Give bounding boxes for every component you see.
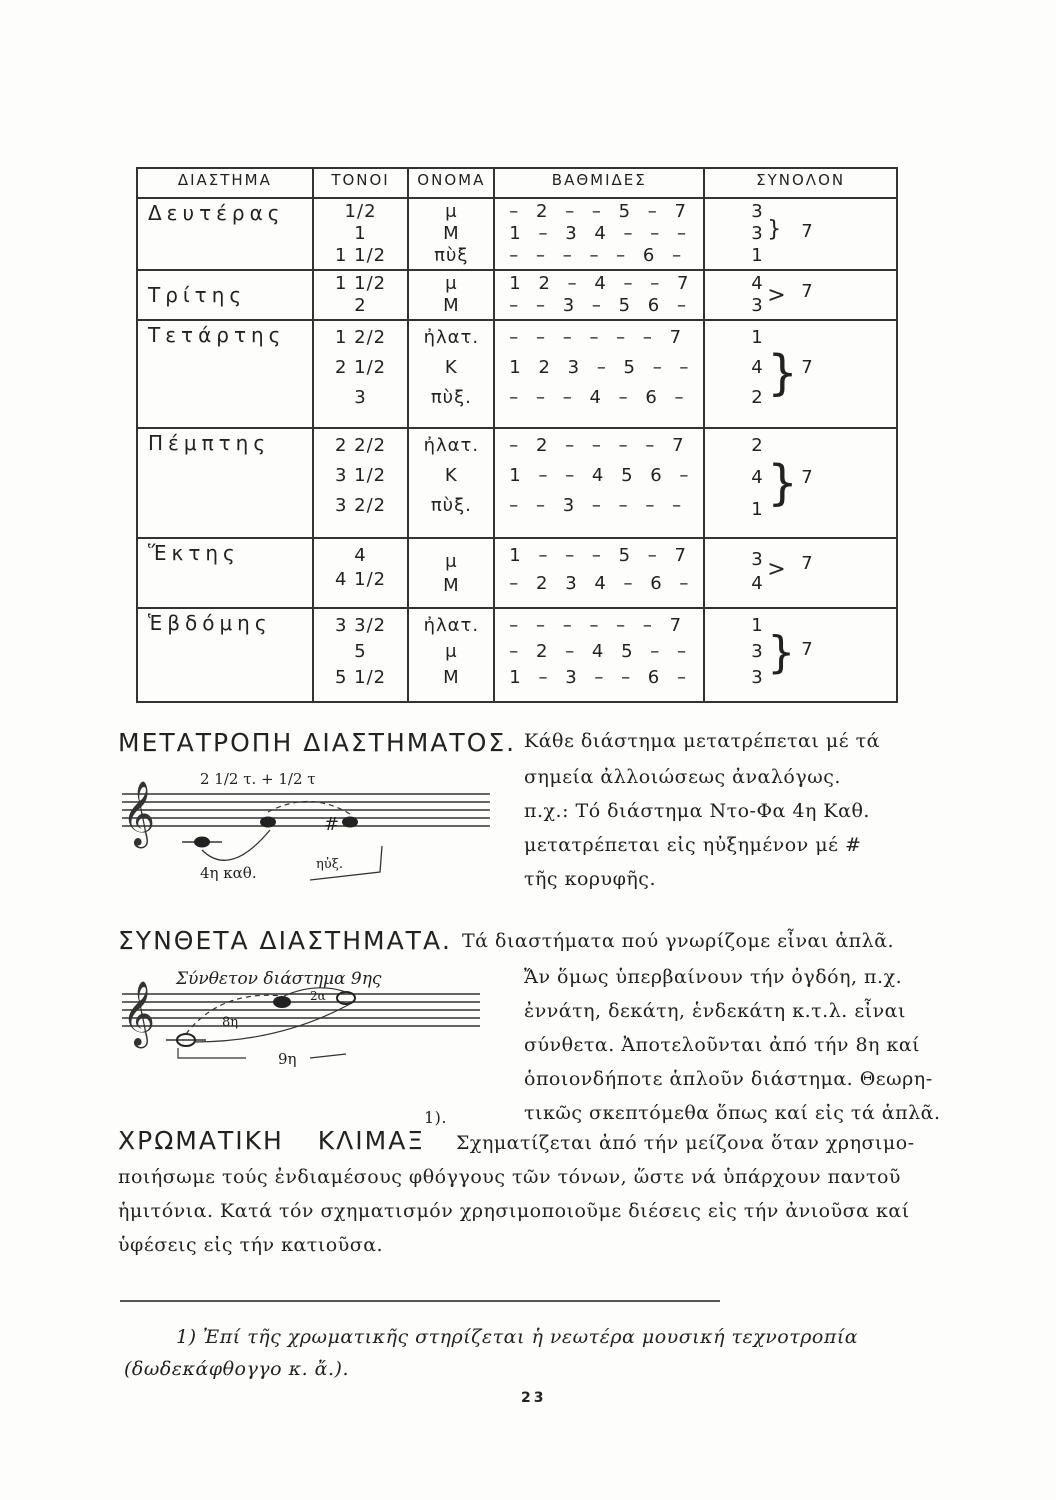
bracket-line xyxy=(310,1054,346,1058)
brace-glyph: } xyxy=(767,627,797,678)
tonoi-value: 3 1/2 xyxy=(334,465,387,486)
header-synolon: ΣΥΝΟΛΟΝ xyxy=(704,168,897,198)
syntheta-line: ἐννάτη, δεκάτη, ἑνδεκάτη κ.τ.λ. εἶναι xyxy=(524,1000,906,1022)
diagram-label: 4η καθ. xyxy=(200,864,257,882)
tonoi-value: 2 1/2 xyxy=(334,357,387,378)
tonoi-value: 1 xyxy=(354,223,367,244)
header-vathmides: ΒΑΘΜΙΔΕΣ xyxy=(494,168,704,198)
synolon-total: 7 xyxy=(801,467,814,488)
synolon-total: 7 xyxy=(801,221,814,242)
vathmides-value: 1 2 – 4 – – 7 xyxy=(509,273,695,294)
brace-glyph: } xyxy=(767,217,783,242)
tonoi-value: 4 1/2 xyxy=(334,569,387,590)
onoma-value: Κ xyxy=(444,357,458,378)
synolon-value: 1 xyxy=(751,615,764,636)
onoma-value: ἠλατ. xyxy=(423,327,480,348)
synolon-value: 3 xyxy=(751,641,764,662)
interval-name: Ἕκτης xyxy=(137,538,313,608)
tonoi-value: 5 xyxy=(354,641,367,662)
onoma-value: μ xyxy=(445,641,458,662)
table-row xyxy=(137,270,897,320)
diagram-label: 9η xyxy=(278,1050,297,1068)
interval-name: Τετάρτης xyxy=(137,320,313,428)
sharp-note-icon xyxy=(324,814,358,835)
tonoi-value: 3 2/2 xyxy=(334,495,387,516)
synolon-value: 1 xyxy=(751,499,764,520)
diagram-label: 2 1/2 τ. + 1/2 τ xyxy=(200,770,316,788)
onoma-value: πὺξ. xyxy=(430,387,472,408)
greater-than-glyph: > xyxy=(767,557,787,582)
onoma-value: Μ xyxy=(443,667,460,688)
synolon-total: 7 xyxy=(801,357,814,378)
vathmides-value: – – 3 – 5 6 – xyxy=(509,295,692,316)
vathmides-value: 1 2 3 – 5 – – xyxy=(509,357,695,378)
onoma-value: πὺξ xyxy=(434,245,469,266)
synolon-value: 3 xyxy=(751,223,764,244)
synolon-total: 7 xyxy=(801,553,814,574)
table-row xyxy=(137,538,897,608)
onoma-value: μ xyxy=(445,273,458,294)
header-tonoi: ΤΟΝΟΙ xyxy=(313,168,409,198)
synolon-value: 2 xyxy=(751,435,764,456)
header-diastima: ΔΙΑΣΤΗΜΑ xyxy=(137,168,313,198)
svg-text:#: # xyxy=(324,814,340,835)
tonoi-value: 1/2 xyxy=(344,201,377,222)
syntheta-staff-diagram xyxy=(110,960,490,1080)
synolon-value: 1 xyxy=(751,245,764,266)
vathmides-value: – – 3 – – – – xyxy=(509,495,688,516)
arc-line xyxy=(268,801,350,814)
metatropi-line: μετατρέπεται εἰς ηὐξημένον μέ # xyxy=(524,834,862,856)
table-row xyxy=(137,320,897,428)
tonoi-value: 5 1/2 xyxy=(334,667,387,688)
diagram-label: 2α xyxy=(310,989,326,1003)
metatropi-line: Κάθε διάστημα μετατρέπεται μέ τά xyxy=(524,730,880,752)
interval-name: Πέμπτης xyxy=(137,428,313,538)
synolon-value: 3 xyxy=(751,667,764,688)
diagram-label: ηὐξ. xyxy=(316,857,343,872)
vathmides-value: – 2 – 4 5 – – xyxy=(509,641,692,662)
onoma-value: Μ xyxy=(443,223,460,244)
chromatiki-line: ποιήσωμε τούς ἐνδιαμέσους φθόγγους τῶν τόνων, ὥστε νά ὑπάρχουν παντοῦ xyxy=(118,1166,901,1188)
synolon-value: 4 xyxy=(751,357,764,378)
synolon-value: 4 xyxy=(751,573,764,594)
brace-glyph: } xyxy=(767,345,799,401)
vathmides-value: 1 – 3 – – 6 – xyxy=(509,667,692,688)
syntheta-line: ὁποιονδήποτε ἁπλοῦν διάστημα. Θεωρη- xyxy=(524,1068,933,1090)
synolon-value: 3 xyxy=(751,201,764,222)
onoma-value: μ xyxy=(445,201,458,222)
synolon-total: 7 xyxy=(801,639,814,660)
onoma-value: ἠλατ. xyxy=(423,615,480,636)
synolon-value: 1 xyxy=(751,327,764,348)
onoma-value: Μ xyxy=(443,295,460,316)
table-row xyxy=(137,198,897,270)
synolon-value: 3 xyxy=(751,295,764,316)
bracket-line xyxy=(178,1048,246,1058)
vathmides-value: 1 – 3 4 – – – xyxy=(509,223,692,244)
vathmides-value: – 2 3 4 – 6 – xyxy=(509,573,695,594)
table-row xyxy=(137,428,897,538)
syntheta-line: Ἄν ὅμως ὑπερβαίνουν τήν ὀγδόη, π.χ. xyxy=(524,966,903,988)
onoma-value: Μ xyxy=(443,575,460,596)
metatropi-line: τῆς κορυφῆς. xyxy=(524,868,656,890)
header-onoma: ΟΝΟΜΑ xyxy=(408,168,494,198)
tonoi-value: 1 1/2 xyxy=(334,245,387,266)
chromatiki-line: ἡμιτόνια. Κατά τόν σχηματισμόν χρησιμοποιοῦμε διέσεις εἰς τήν ἀνιοῦσα καί xyxy=(118,1200,910,1222)
brace-glyph: } xyxy=(767,455,799,511)
onoma-value: πὺξ. xyxy=(430,495,472,516)
tonoi-value: 1 2/2 xyxy=(334,327,387,348)
synolon-total: 7 xyxy=(801,281,814,302)
note-icon xyxy=(273,996,291,1008)
chromatiki-heading: ΧΡΩΜΑΤΙΚΗ ΚΛΙΜΑΞ xyxy=(118,1126,426,1155)
vathmides-value: – – – 4 – 6 – xyxy=(509,387,690,408)
note-icon xyxy=(260,817,276,828)
metatropi-line: σημεία ἀλλοιώσεως ἀναλόγως. xyxy=(524,766,841,788)
vathmides-value: 1 – – – 5 – 7 xyxy=(509,545,692,566)
metatropi-line: π.χ.: Τό διάστημα Ντο-Φα 4η Καθ. xyxy=(524,800,870,822)
synolon-value: 3 xyxy=(751,549,764,570)
interval-name: Τρίτης xyxy=(137,270,313,320)
table-row xyxy=(137,608,897,702)
greater-than-glyph: > xyxy=(767,283,787,308)
note-icon xyxy=(166,1034,206,1046)
metatropi-heading: ΜΕΤΑΤΡΟΠΗ ΔΙΑΣΤΗΜΑΤΟΣ. xyxy=(118,728,517,757)
chromatiki-first-line: Σχηματίζεται ἀπό τήν μείζονα ὅταν χρησιμο- xyxy=(456,1132,915,1154)
synolon-value: 2 xyxy=(751,387,764,408)
synolon-value: 4 xyxy=(751,273,764,294)
tonoi-value: 2 xyxy=(354,295,367,316)
syntheta-lead: Τά διαστήματα πού γνωρίζομε εἶναι ἁπλᾶ. xyxy=(462,930,895,952)
synolon-value: 4 xyxy=(751,467,764,488)
vathmides-value: – 2 – – – – 7 xyxy=(509,435,690,456)
onoma-value: ἠλατ. xyxy=(423,435,480,456)
vathmides-value: – – – – – – 7 xyxy=(509,327,688,348)
tonoi-value: 3 3/2 xyxy=(334,615,387,636)
page-number: 23 xyxy=(521,1390,547,1406)
chromatiki-footnote-mark: 1). xyxy=(424,1108,448,1127)
note-icon xyxy=(182,837,222,848)
interval-name: Ἑβδόμης xyxy=(137,608,313,702)
footnote-divider xyxy=(120,1300,720,1302)
treble-clef-icon: 𝄞 xyxy=(122,981,156,1046)
tonoi-value: 2 2/2 xyxy=(334,435,387,456)
tonoi-value: 4 xyxy=(354,545,367,566)
onoma-value: Κ xyxy=(444,465,458,486)
arc-line xyxy=(202,830,270,860)
onoma-value: μ xyxy=(445,551,458,572)
syntheta-line: τικῶς σκεπτόμεθα ὅπως καί εἰς τά ἁπλᾶ. xyxy=(524,1102,941,1124)
diagram-label: Σύνθετον διάστημα 9ης xyxy=(176,969,382,989)
syntheta-heading: ΣΥΝΘΕΤΑ ΔΙΑΣΤΗΜΑΤΑ. xyxy=(118,926,452,955)
footnote-line: 1) Ἐπί τῆς χρωματικῆς στηρίζεται ἡ νεωτέρα μουσική τεχνοτροπία xyxy=(176,1326,859,1348)
tonoi-value: 3 xyxy=(354,387,367,408)
metatropi-staff-diagram xyxy=(110,760,500,900)
vathmides-value: – 2 – – 5 – 7 xyxy=(509,201,692,222)
treble-clef-icon: 𝄞 xyxy=(122,781,156,846)
table-header-row xyxy=(137,168,897,198)
interval-name: Δευτέρας xyxy=(137,198,313,270)
vathmides-value: – – – – – – 7 xyxy=(509,615,688,636)
tonoi-value: 1 1/2 xyxy=(334,273,387,294)
syntheta-line: σύνθετα. Ἀποτελοῦνται ἀπό τήν 8η καί xyxy=(524,1034,921,1056)
intervals-table xyxy=(136,167,898,703)
vathmides-value: – – – – – 6 – xyxy=(509,245,688,266)
vathmides-value: 1 – – 4 5 6 – xyxy=(509,465,695,486)
chromatiki-line: ὑφέσεις εἰς τήν κατιοῦσα. xyxy=(118,1234,384,1256)
diagram-label: 8η xyxy=(222,1015,239,1030)
footnote-line: (δωδεκάφθογγο κ. ἄ.). xyxy=(124,1358,350,1380)
